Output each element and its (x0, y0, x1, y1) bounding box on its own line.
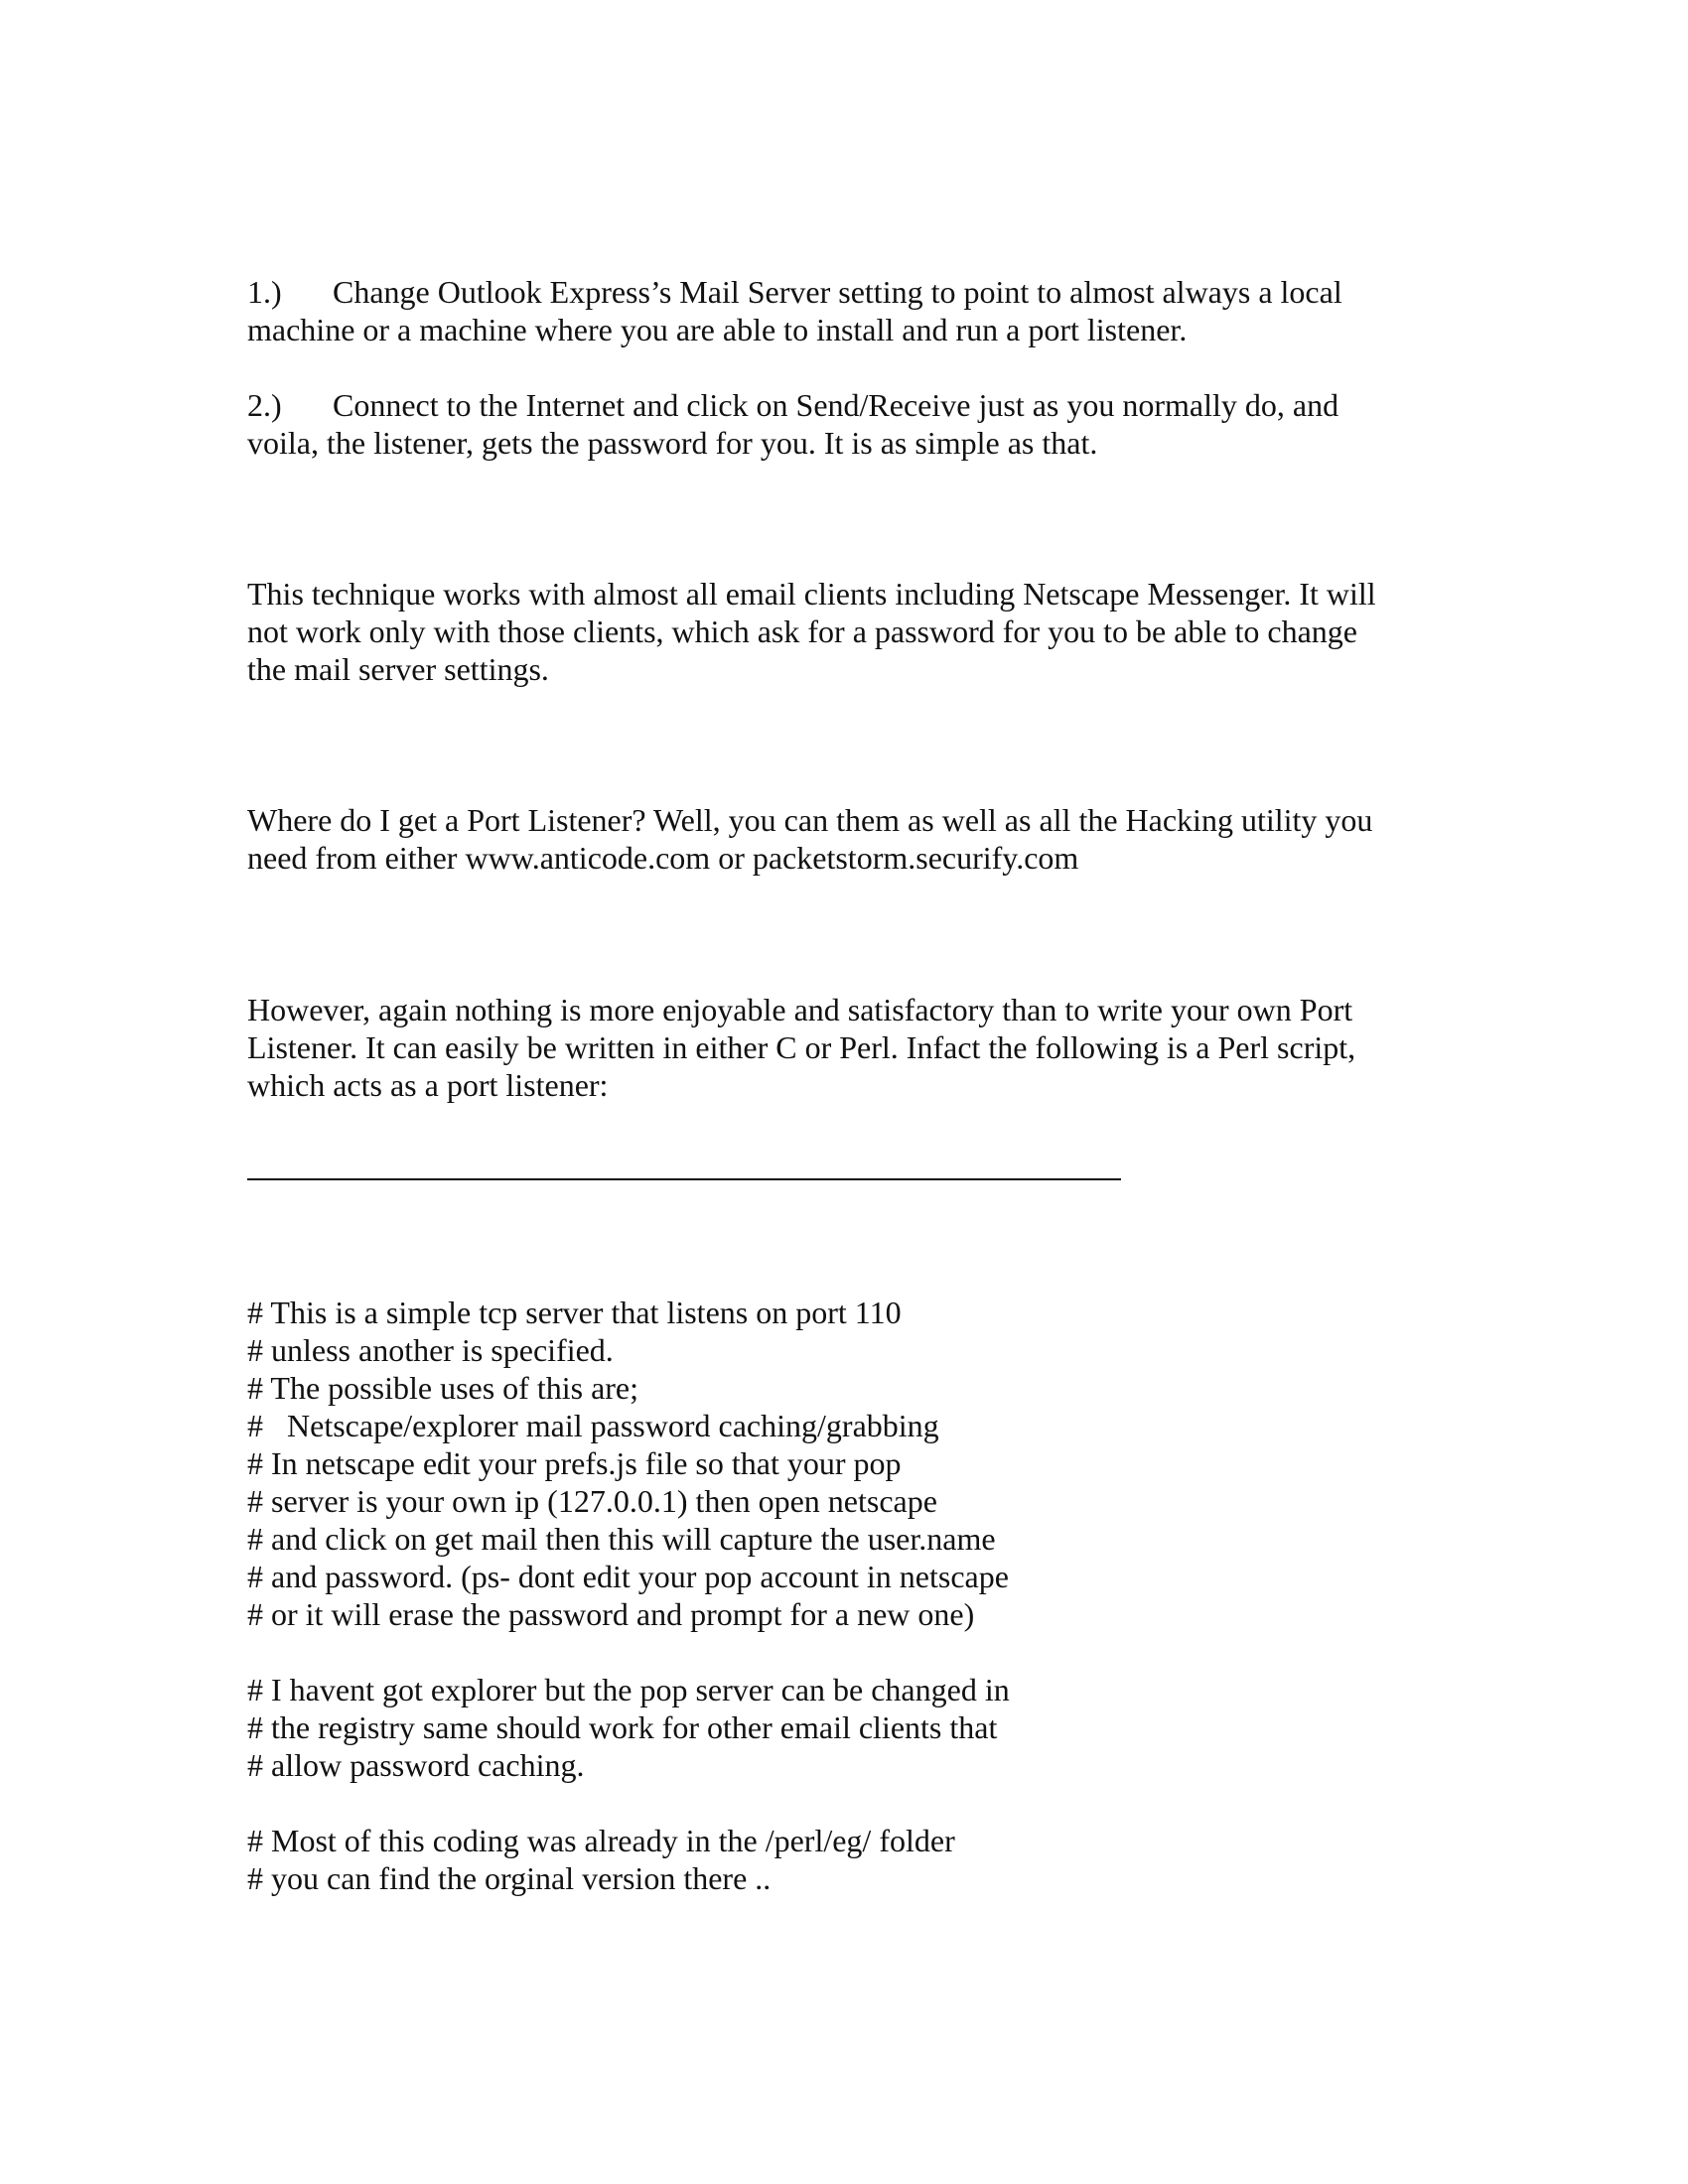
code-comment-line: # The possible uses of this are; (247, 1370, 639, 1406)
step-2-number: 2.) (247, 387, 282, 423)
code-comment-line: # In netscape edit your prefs.js file so that your pop (247, 1445, 902, 1481)
paragraph-line: need from either www.anticode.com or packetstorm.securify.com (247, 840, 1079, 876)
paragraph-line: However, again nothing is more enjoyable and satisfactory than to write your own Port (247, 992, 1353, 1027)
code-comment-block-3 (247, 1822, 1459, 1897)
step-1 (247, 273, 1459, 348)
paragraph-technique (247, 575, 1459, 688)
code-comment-block-1 (247, 1294, 1459, 1633)
code-comment-block-2 (247, 1671, 1459, 1784)
code-comment-line: # and password. (ps- dont edit your pop account in netscape (247, 1559, 1009, 1594)
paragraph-where (247, 801, 1459, 877)
code-comment-line: # and click on get mail then this will capture the user.name (247, 1521, 996, 1557)
paragraph-line: the mail server settings. (247, 651, 549, 687)
step-1-number: 1.) (247, 274, 282, 310)
horizontal-divider (247, 1178, 1121, 1180)
code-comment-line: # Netscape/explorer mail password caching/grabbing (247, 1408, 939, 1443)
paragraph-line: Listener. It can easily be written in either C or Perl. Infact the following is a Perl script, (247, 1029, 1356, 1065)
code-comment-line: # you can find the orginal version there .. (247, 1860, 772, 1896)
code-comment-line: # the registry same should work for other email clients that (247, 1709, 998, 1745)
step-1-line-1 (247, 273, 1459, 311)
paragraph-line: This technique works with almost all email clients including Netscape Messenger. It will (247, 576, 1376, 612)
code-comment-line: # Most of this coding was already in the /perl/eg/ folder (247, 1823, 955, 1858)
step-2 (247, 386, 1459, 462)
code-comment-line: # This is a simple tcp server that listens on port 110 (247, 1295, 902, 1330)
step-1-text-1: Change Outlook Express’s Mail Server setting to point to almost always a local (333, 274, 1342, 310)
code-comment-line: # unless another is specified. (247, 1332, 614, 1368)
step-2-line-1 (247, 386, 1459, 424)
paragraph-however (247, 991, 1459, 1104)
paragraph-line: which acts as a port listener: (247, 1067, 609, 1103)
step-2-line-2: voila, the listener, gets the password for you. It is as simple as that. (247, 425, 1098, 461)
step-1-line-2: machine or a machine where you are able to install and run a port listener. (247, 312, 1188, 347)
code-comment-line: # server is your own ip (127.0.0.1) then open netscape (247, 1483, 937, 1519)
code-comment-line: # I havent got explorer but the pop server can be changed in (247, 1672, 1010, 1707)
paragraph-line: not work only with those clients, which ask for a password for you to be able to change (247, 614, 1357, 649)
step-2-text-1: Connect to the Internet and click on Send/Receive just as you normally do, and (333, 387, 1339, 423)
paragraph-line: Where do I get a Port Listener? Well, you can them as well as all the Hacking utility you (247, 802, 1373, 838)
code-comment-line: # or it will erase the password and prompt for a new one) (247, 1596, 975, 1632)
code-comment-line: # allow password caching. (247, 1747, 585, 1783)
